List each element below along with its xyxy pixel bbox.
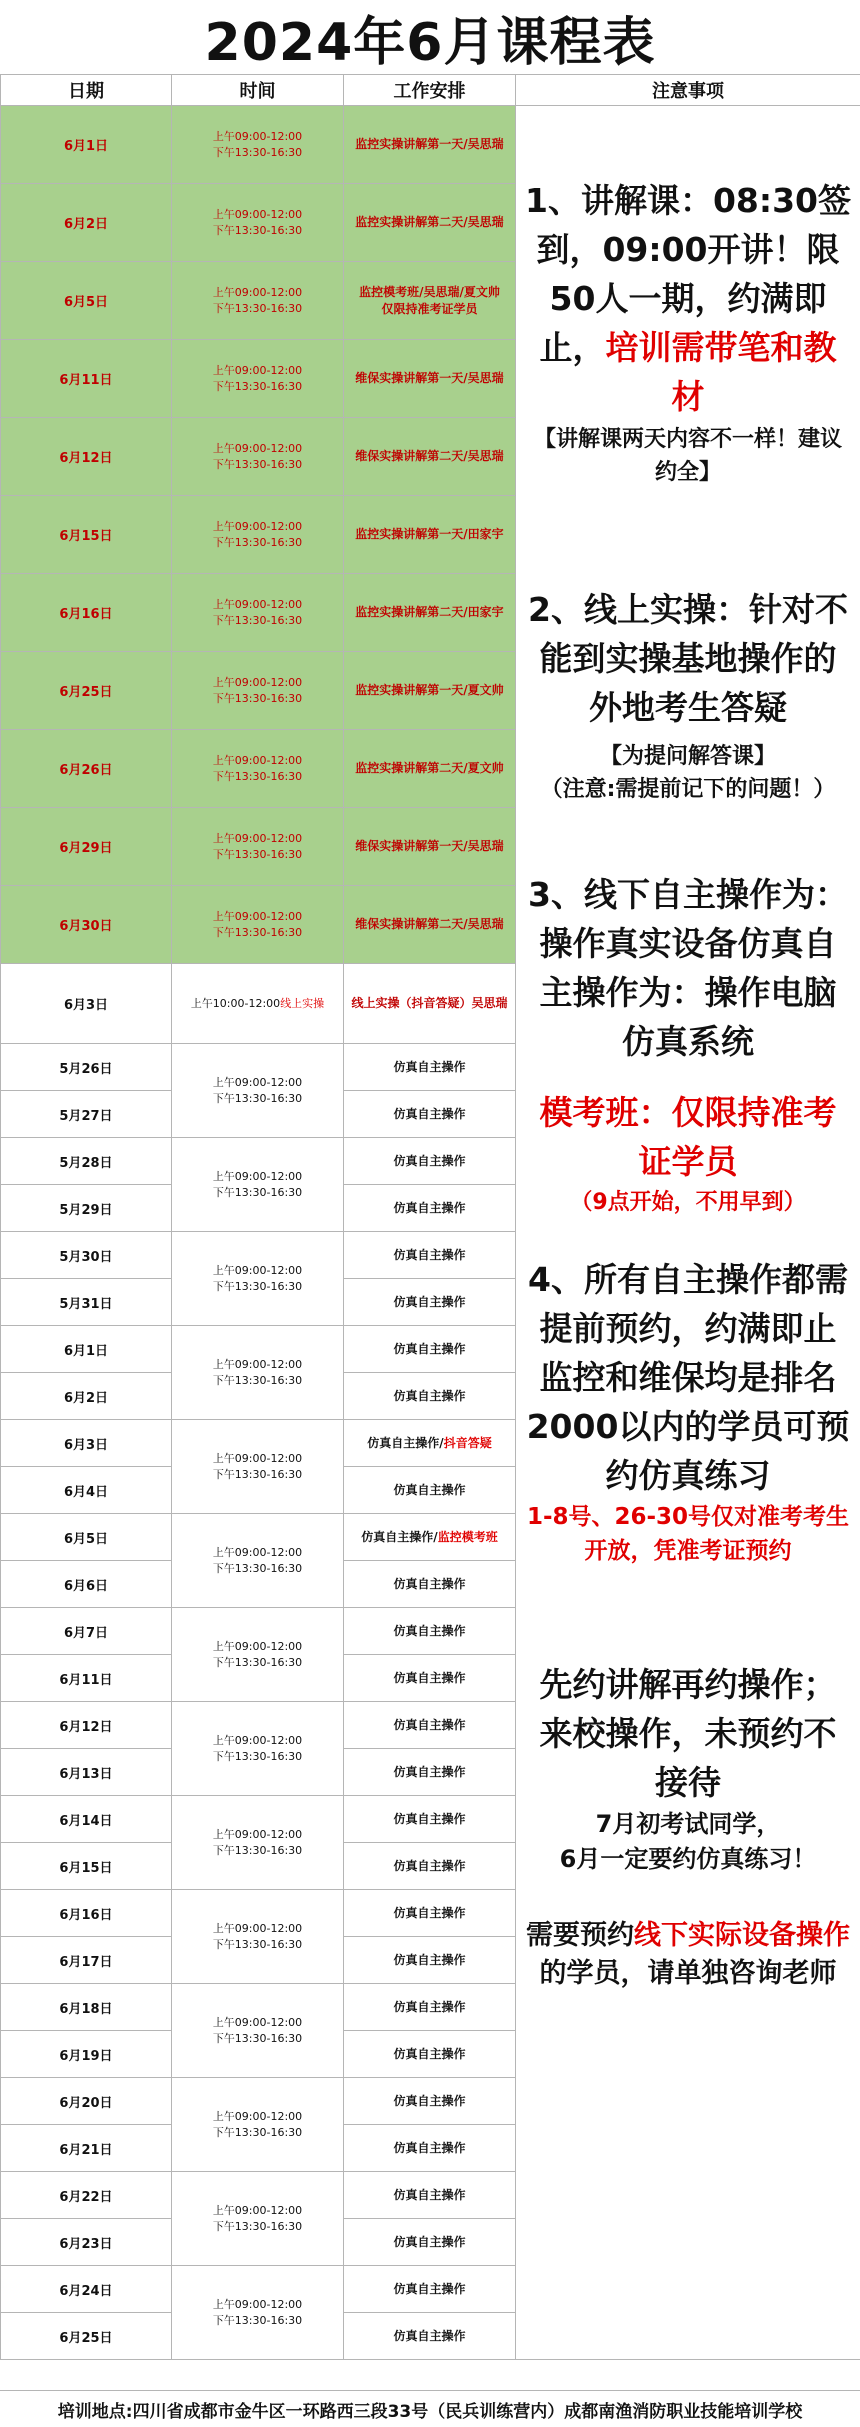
note-6 bbox=[524, 1917, 852, 1993]
time-am: 上午09:00-12:00 bbox=[172, 1921, 343, 1937]
note-4-ranking bbox=[524, 1353, 852, 1500]
time-pm: 下午13:30-16:30 bbox=[172, 1843, 343, 1859]
time-am: 上午09:00-12:00 bbox=[172, 1639, 343, 1655]
date-cell: 6月5日 bbox=[1, 262, 172, 340]
work-text: 监控实操讲解第二天/田家宇 bbox=[344, 604, 515, 621]
mock-class-remark bbox=[524, 1186, 852, 1219]
time-am: 上午09:00-12:00 bbox=[172, 909, 343, 925]
time-cell bbox=[172, 886, 344, 964]
work-cell bbox=[344, 2219, 516, 2266]
note-2-remark-part: 【为提问解答课】 bbox=[600, 744, 776, 769]
note-6-part: 线下实际设备操作 bbox=[634, 1920, 850, 1951]
time-cell bbox=[172, 730, 344, 808]
note-6-part: 的学员，请单独咨询老师 bbox=[540, 1958, 837, 1989]
time-am: 上午09:00-12:00 bbox=[172, 675, 343, 691]
work-text: 仿真自主操作 bbox=[393, 2047, 465, 2061]
training-location-footer: 培训地点:四川省成都市金牛区一环路西三段33号（民兵训练营内）成都南渔消防职业技能培训学校 bbox=[0, 2390, 860, 2427]
time-cell bbox=[172, 1608, 344, 1702]
note-1-remark bbox=[524, 423, 852, 489]
time-am: 上午09:00-12:00 bbox=[172, 1827, 343, 1843]
work-text: 仿真自主操作 bbox=[393, 1060, 465, 1074]
work-cell bbox=[344, 106, 516, 184]
time-cell bbox=[172, 574, 344, 652]
work-text: 仿真自主操作 bbox=[393, 1906, 465, 1920]
schedule-table bbox=[0, 74, 860, 2360]
work-text: 仿真自主操作 bbox=[393, 1718, 465, 1732]
work-cell bbox=[344, 1514, 516, 1561]
note-2-remark bbox=[524, 740, 852, 773]
date-cell: 6月13日 bbox=[1, 1749, 172, 1796]
time-cell bbox=[172, 1984, 344, 2078]
header-time: 时间 bbox=[172, 75, 344, 106]
date-cell: 5月27日 bbox=[1, 1091, 172, 1138]
work-cell bbox=[344, 1326, 516, 1373]
time-pm: 下午13:30-16:30 bbox=[172, 847, 343, 863]
work-text: 仿真自主操作 bbox=[393, 1389, 465, 1403]
time-cell bbox=[172, 1232, 344, 1326]
time-am: 上午09:00-12:00 bbox=[172, 363, 343, 379]
date-cell: 6月25日 bbox=[1, 2313, 172, 2360]
date-cell: 6月11日 bbox=[1, 1655, 172, 1702]
work-text: 仿真自主操作 bbox=[393, 1201, 465, 1215]
work-cell bbox=[344, 1702, 516, 1749]
date-cell: 6月23日 bbox=[1, 2219, 172, 2266]
time-pm: 下午13:30-16:30 bbox=[172, 2125, 343, 2141]
work-cell bbox=[344, 418, 516, 496]
work-text: 仿真自主操作 bbox=[393, 2235, 465, 2249]
work-cell bbox=[344, 2313, 516, 2360]
work-text: 仿真自主操作 bbox=[393, 1107, 465, 1121]
time-cell bbox=[172, 2172, 344, 2266]
date-cell: 5月29日 bbox=[1, 1185, 172, 1232]
time-am: 上午09:00-12:00 bbox=[172, 1169, 343, 1185]
date-cell: 6月11日 bbox=[1, 340, 172, 418]
time-am: 上午09:00-12:00 bbox=[172, 519, 343, 535]
time-pm: 下午13:30-16:30 bbox=[172, 769, 343, 785]
note-6-part: 需要预约 bbox=[526, 1920, 634, 1951]
time-pm: 下午13:30-16:30 bbox=[172, 1655, 343, 1671]
note-4-ranking-part: 监控和维保均是排名2000以内的学员可预约仿真练习 bbox=[527, 1358, 850, 1495]
note-2-remark-2 bbox=[524, 773, 852, 806]
work-text: 仿真自主操作 bbox=[393, 1248, 465, 1262]
work-cell bbox=[344, 1185, 516, 1232]
date-cell: 6月1日 bbox=[1, 1326, 172, 1373]
time-cell bbox=[172, 652, 344, 730]
time-pm: 下午13:30-16:30 bbox=[172, 2031, 343, 2047]
time-am: 上午09:00-12:00 bbox=[172, 2015, 343, 2031]
work-text: 监控实操讲解第一天/田家宇 bbox=[344, 526, 515, 543]
note-5-remark bbox=[524, 1807, 852, 1842]
work-cell bbox=[344, 496, 516, 574]
date-cell: 6月18日 bbox=[1, 1984, 172, 2031]
date-cell: 6月24日 bbox=[1, 2266, 172, 2313]
work-cell bbox=[344, 2031, 516, 2078]
date-cell: 6月4日 bbox=[1, 1467, 172, 1514]
note-2-remark-2-part: （注意:需提前记下的问题！） bbox=[541, 777, 836, 802]
work-cell bbox=[344, 1373, 516, 1420]
time-cell bbox=[172, 1138, 344, 1232]
time-am: 上午09:00-12:00 bbox=[172, 441, 343, 457]
work-text: 仿真自主操作 bbox=[393, 2141, 465, 2155]
date-cell: 6月15日 bbox=[1, 1843, 172, 1890]
header-work: 工作安排 bbox=[344, 75, 516, 106]
time-pm: 下午13:30-16:30 bbox=[172, 1091, 343, 1107]
work-cell bbox=[344, 1843, 516, 1890]
time-am: 上午09:00-12:00 bbox=[172, 1075, 343, 1091]
work-text: 监控实操讲解第二天/夏文帅 bbox=[344, 760, 515, 777]
time-cell bbox=[172, 1326, 344, 1420]
date-cell: 6月5日 bbox=[1, 1514, 172, 1561]
work-cell bbox=[344, 1890, 516, 1937]
work-text: 仿真自主操作 bbox=[393, 1812, 465, 1826]
time-cell bbox=[172, 496, 344, 574]
date-cell: 5月30日 bbox=[1, 1232, 172, 1279]
work-text: 仿真自主操作 bbox=[393, 1859, 465, 1873]
work-text: 维保实操讲解第二天/吴思瑞 bbox=[344, 916, 515, 933]
note-5-part: 先约讲解再约操作；来校操作，未预约不接待 bbox=[540, 1665, 837, 1802]
time-am: 上午09:00-12:00 bbox=[172, 753, 343, 769]
date-cell: 6月7日 bbox=[1, 1608, 172, 1655]
work-tag: 监控模考班 bbox=[438, 1530, 498, 1544]
note-5-remark-part: 7月初考试同学， bbox=[596, 1810, 781, 1838]
work-cell bbox=[344, 340, 516, 418]
work-cell bbox=[344, 886, 516, 964]
date-cell: 6月26日 bbox=[1, 730, 172, 808]
time-cell bbox=[172, 106, 344, 184]
note-4-dates-part: 1-8号、26-30号仅对准考考生开放，凭准考证预约 bbox=[527, 1504, 849, 1564]
time-pm: 下午13:30-16:30 bbox=[172, 535, 343, 551]
work-cell bbox=[344, 2172, 516, 2219]
date-cell: 6月19日 bbox=[1, 2031, 172, 2078]
date-cell: 6月14日 bbox=[1, 1796, 172, 1843]
date-cell: 6月30日 bbox=[1, 886, 172, 964]
work-text: 线上实操（抖音答疑）吴思瑞 bbox=[351, 996, 507, 1010]
time-pm: 下午13:30-16:30 bbox=[172, 1749, 343, 1765]
date-cell: 6月29日 bbox=[1, 808, 172, 886]
work-cell bbox=[344, 1232, 516, 1279]
note-1-remark-part: 【讲解课两天内容不一样！建议约全】 bbox=[534, 427, 842, 485]
mock-class-remark-part: （9点开始，不用早到） bbox=[570, 1190, 805, 1215]
work-text: 监控模考班/吴思瑞/夏文帅 bbox=[344, 284, 515, 301]
time-pm: 下午13:30-16:30 bbox=[172, 223, 343, 239]
time-am: 上午09:00-12:00 bbox=[172, 1733, 343, 1749]
work-cell bbox=[344, 1467, 516, 1514]
work-cell bbox=[344, 1937, 516, 1984]
time-cell bbox=[172, 808, 344, 886]
date-cell: 6月3日 bbox=[1, 964, 172, 1044]
time-am: 上午09:00-12:00 bbox=[172, 1545, 343, 1561]
work-cell bbox=[344, 808, 516, 886]
time-pm: 下午13:30-16:30 bbox=[172, 691, 343, 707]
time-pm: 下午13:30-16:30 bbox=[172, 379, 343, 395]
note-1-part: 1、讲解课：08:30签到，09:00开讲！限50人一期，约满即止， bbox=[525, 181, 851, 367]
work-text: 仿真自主操作 bbox=[393, 2188, 465, 2202]
work-cell bbox=[344, 1655, 516, 1702]
time-am: 上午09:00-12:00 bbox=[172, 1263, 343, 1279]
note-5-remark-2 bbox=[524, 1842, 852, 1877]
time-am: 上午09:00-12:00 bbox=[172, 2203, 343, 2219]
time-am: 上午09:00-12:00 bbox=[172, 597, 343, 613]
work-cell bbox=[344, 1420, 516, 1467]
work-cell bbox=[344, 730, 516, 808]
work-text: 仿真自主操作 bbox=[393, 2000, 465, 2014]
work-cell bbox=[344, 1608, 516, 1655]
time-cell bbox=[172, 2078, 344, 2172]
date-cell: 5月26日 bbox=[1, 1044, 172, 1091]
time-pm: 下午13:30-16:30 bbox=[172, 925, 343, 941]
time-am: 上午09:00-12:00 bbox=[172, 2109, 343, 2125]
work-cell bbox=[344, 2266, 516, 2313]
time-pm: 下午13:30-16:30 bbox=[172, 1937, 343, 1953]
work-text: 仿真自主操作 bbox=[393, 2329, 465, 2343]
date-cell: 6月21日 bbox=[1, 2125, 172, 2172]
work-text: 仿真自主操作/ bbox=[367, 1436, 443, 1450]
time-pm: 下午13:30-16:30 bbox=[172, 145, 343, 161]
work-text: 维保实操讲解第一天/吴思瑞 bbox=[344, 838, 515, 855]
work-text: 仿真自主操作 bbox=[393, 1577, 465, 1591]
work-text: 仿真自主操作 bbox=[393, 2282, 465, 2296]
time-cell bbox=[172, 418, 344, 496]
time-am: 上午09:00-12:00 bbox=[172, 1451, 343, 1467]
date-cell: 6月3日 bbox=[1, 1420, 172, 1467]
date-cell: 6月15日 bbox=[1, 496, 172, 574]
time-pm: 下午13:30-16:30 bbox=[172, 1561, 343, 1577]
time-cell bbox=[172, 1702, 344, 1796]
work-text: 仿真自主操作 bbox=[393, 1154, 465, 1168]
time-cell bbox=[172, 1420, 344, 1514]
note-3-part: 3、线下自主操作为：操作真实设备仿真自主操作为：操作电脑仿真系统 bbox=[528, 875, 848, 1061]
date-cell: 6月2日 bbox=[1, 184, 172, 262]
date-cell: 6月1日 bbox=[1, 106, 172, 184]
work-cell bbox=[344, 1091, 516, 1138]
time-pm: 下午13:30-16:30 bbox=[172, 1373, 343, 1389]
time-am: 上午09:00-12:00 bbox=[172, 285, 343, 301]
time-cell bbox=[172, 1890, 344, 1984]
work-text: 维保实操讲解第一天/吴思瑞 bbox=[344, 370, 515, 387]
work-cell bbox=[344, 652, 516, 730]
work-text: 维保实操讲解第二天/吴思瑞 bbox=[344, 448, 515, 465]
mock-class-note bbox=[524, 1088, 852, 1186]
date-cell: 6月12日 bbox=[1, 1702, 172, 1749]
work-text: 仿真自主操作 bbox=[393, 1953, 465, 1967]
time-cell bbox=[172, 2266, 344, 2360]
time-cell bbox=[172, 340, 344, 418]
work-tag: 抖音答疑 bbox=[444, 1436, 492, 1450]
work-text: 监控实操讲解第一天/夏文帅 bbox=[344, 682, 515, 699]
note-1 bbox=[524, 176, 852, 421]
time-am: 上午09:00-12:00 bbox=[172, 129, 343, 145]
date-cell: 6月6日 bbox=[1, 1561, 172, 1608]
notes-cell bbox=[516, 106, 860, 2360]
date-cell: 6月20日 bbox=[1, 2078, 172, 2125]
note-4 bbox=[524, 1255, 852, 1353]
work-cell bbox=[344, 1984, 516, 2031]
work-text: 仿真自主操作 bbox=[393, 1295, 465, 1309]
work-text: 仿真自主操作 bbox=[393, 1765, 465, 1779]
time-pm: 下午13:30-16:30 bbox=[172, 1279, 343, 1295]
note-3 bbox=[524, 870, 852, 1066]
time-text: 上午10:00-12:00 bbox=[191, 997, 280, 1010]
time-cell bbox=[172, 184, 344, 262]
header-date: 日期 bbox=[1, 75, 172, 106]
note-4-part: 4、所有自主操作都需提前预约，约满即止 bbox=[528, 1260, 848, 1348]
time-tag: 线上实操 bbox=[280, 997, 324, 1010]
work-cell bbox=[344, 1138, 516, 1185]
work-text: 监控实操讲解第一天/吴思瑞 bbox=[344, 136, 515, 153]
note-4-dates bbox=[524, 1500, 852, 1568]
date-cell: 5月31日 bbox=[1, 1279, 172, 1326]
work-text: 仿真自主操作 bbox=[393, 1624, 465, 1638]
time-cell bbox=[172, 262, 344, 340]
note-2-part: 2、线上实操：针对不能到实操基地操作的外地考生答疑 bbox=[528, 590, 848, 727]
date-cell: 5月28日 bbox=[1, 1138, 172, 1185]
work-text: 仿真自主操作 bbox=[393, 1483, 465, 1497]
work-cell bbox=[344, 964, 516, 1044]
work-cell bbox=[344, 1749, 516, 1796]
note-1-part: 培训需带笔和教材 bbox=[606, 328, 837, 416]
work-text: 仿真自主操作 bbox=[393, 2094, 465, 2108]
date-cell: 6月16日 bbox=[1, 1890, 172, 1937]
work-cell bbox=[344, 1044, 516, 1091]
time-cell bbox=[172, 964, 344, 1044]
date-cell: 6月2日 bbox=[1, 1373, 172, 1420]
header-notes: 注意事项 bbox=[516, 75, 860, 106]
mock-class-note-part: 模考班：仅限持准考证学员 bbox=[540, 1093, 837, 1181]
work-subtext: 仅限持准考证学员 bbox=[344, 301, 515, 318]
note-2 bbox=[524, 585, 852, 732]
work-cell bbox=[344, 2125, 516, 2172]
time-pm: 下午13:30-16:30 bbox=[172, 2313, 343, 2329]
work-cell bbox=[344, 2078, 516, 2125]
work-cell bbox=[344, 184, 516, 262]
date-cell: 6月25日 bbox=[1, 652, 172, 730]
work-cell bbox=[344, 1279, 516, 1326]
time-pm: 下午13:30-16:30 bbox=[172, 2219, 343, 2235]
work-text: 仿真自主操作 bbox=[393, 1671, 465, 1685]
date-cell: 6月22日 bbox=[1, 2172, 172, 2219]
work-cell bbox=[344, 574, 516, 652]
date-cell: 6月17日 bbox=[1, 1937, 172, 1984]
note-5 bbox=[524, 1660, 852, 1807]
time-pm: 下午13:30-16:30 bbox=[172, 301, 343, 317]
time-am: 上午09:00-12:00 bbox=[172, 1357, 343, 1373]
time-am: 上午09:00-12:00 bbox=[172, 831, 343, 847]
date-cell: 6月16日 bbox=[1, 574, 172, 652]
time-pm: 下午13:30-16:30 bbox=[172, 457, 343, 473]
time-pm: 下午13:30-16:30 bbox=[172, 613, 343, 629]
time-cell bbox=[172, 1044, 344, 1138]
note-5-remark-2-part: 6月一定要约仿真练习！ bbox=[560, 1845, 817, 1873]
work-cell bbox=[344, 262, 516, 340]
time-pm: 下午13:30-16:30 bbox=[172, 1185, 343, 1201]
work-text: 监控实操讲解第二天/吴思瑞 bbox=[344, 214, 515, 231]
time-pm: 下午13:30-16:30 bbox=[172, 1467, 343, 1483]
work-text: 仿真自主操作/ bbox=[361, 1530, 437, 1544]
table-header-row bbox=[1, 75, 860, 106]
date-cell: 6月12日 bbox=[1, 418, 172, 496]
table-row bbox=[1, 106, 860, 184]
time-cell bbox=[172, 1796, 344, 1890]
time-am: 上午09:00-12:00 bbox=[172, 207, 343, 223]
time-cell bbox=[172, 1514, 344, 1608]
work-text: 仿真自主操作 bbox=[393, 1342, 465, 1356]
work-cell bbox=[344, 1796, 516, 1843]
page-title: 2024年6月课程表 bbox=[0, 0, 860, 74]
time-am: 上午09:00-12:00 bbox=[172, 2297, 343, 2313]
work-cell bbox=[344, 1561, 516, 1608]
